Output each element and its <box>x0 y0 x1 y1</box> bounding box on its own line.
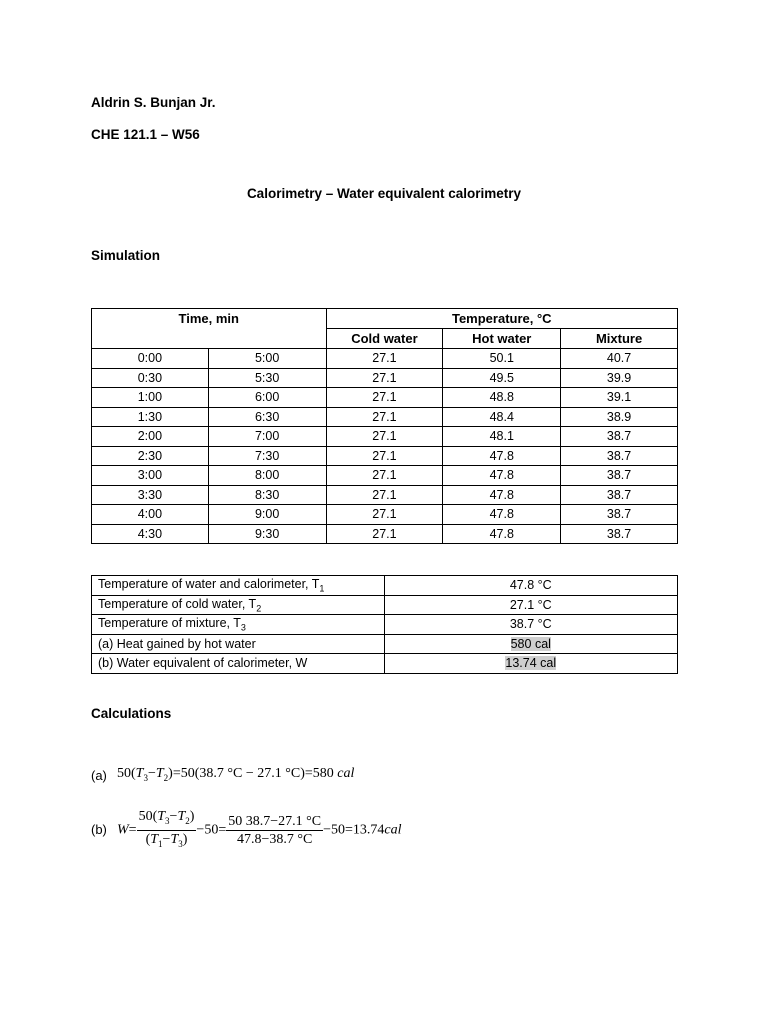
table-cell-t2: 6:00 <box>208 388 326 408</box>
table-cell-t1: 1:30 <box>92 407 209 427</box>
table-row <box>92 654 678 674</box>
table-cell-cold: 27.1 <box>326 524 443 544</box>
section-simulation: Simulation <box>91 248 161 263</box>
table-cell-t1: 4:30 <box>92 524 209 544</box>
table-cell-t2: 5:00 <box>208 349 326 369</box>
table-cell-hot: 49.5 <box>443 368 561 388</box>
table-cell-hot: 48.8 <box>443 388 561 408</box>
table-cell-mix: 38.9 <box>561 407 678 427</box>
table-row <box>92 368 678 388</box>
equation-b: W= $\frac{50(T_3-T_2)}{(T_1-T_3)}$ −50= $\frac{50 38.7-27.1 ^\circ C}{47.8-38.7 ^\circ C}$ −50=13.74cal <box>117 809 402 849</box>
table-cell-t1: 4:00 <box>92 505 209 525</box>
table-cell-mix: 38.7 <box>561 427 678 447</box>
table-row <box>92 634 678 654</box>
header-time: Time, min <box>92 309 327 349</box>
table-row <box>92 576 678 596</box>
table-cell-mix: 39.9 <box>561 368 678 388</box>
table-cell-hot: 47.8 <box>443 466 561 486</box>
table-cell-mix: 38.7 <box>561 446 678 466</box>
table-cell-t2: 9:30 <box>208 524 326 544</box>
result-label: (b) Water equivalent of calorimeter, W <box>92 654 385 674</box>
table-cell-cold: 27.1 <box>326 466 443 486</box>
result-label: (a) Heat gained by hot water <box>92 634 385 654</box>
results-table <box>91 575 678 674</box>
table-cell-mix: 38.7 <box>561 505 678 525</box>
table-cell-t1: 3:00 <box>92 466 209 486</box>
result-value: 27.1 °C <box>384 595 677 615</box>
table-cell-t2: 5:30 <box>208 368 326 388</box>
table-cell-mix: 38.7 <box>561 485 678 505</box>
table-cell-t2: 9:00 <box>208 505 326 525</box>
course-code: CHE 121.1 – W56 <box>91 127 200 142</box>
table-cell-cold: 27.1 <box>326 388 443 408</box>
result-value: 47.8 °C <box>384 576 677 596</box>
table-cell-t2: 8:00 <box>208 466 326 486</box>
table-cell-hot: 48.1 <box>443 427 561 447</box>
header-hot-water: Hot water <box>443 329 561 349</box>
table-cell-cold: 27.1 <box>326 427 443 447</box>
table-row <box>92 349 678 369</box>
result-value: 38.7 °C <box>384 615 677 635</box>
document-title: Calorimetry – Water equivalent calorimetry <box>246 186 522 201</box>
table-cell-mix: 38.7 <box>561 524 678 544</box>
table-cell-t1: 0:00 <box>92 349 209 369</box>
table-cell-hot: 47.8 <box>443 446 561 466</box>
table-row <box>92 427 678 447</box>
header-cold-water: Cold water <box>326 329 443 349</box>
table-cell-hot: 48.4 <box>443 407 561 427</box>
table-cell-hot: 50.1 <box>443 349 561 369</box>
table-cell-cold: 27.1 <box>326 446 443 466</box>
table-cell-cold: 27.1 <box>326 349 443 369</box>
equation-a: $50(T_3-T_2)=50(38.7$ °C − 27.1 °C)=580 cal <box>117 766 355 783</box>
table-cell-t1: 1:00 <box>92 388 209 408</box>
table-cell-cold: 27.1 <box>326 505 443 525</box>
result-value: 580 cal <box>384 634 677 654</box>
table-cell-t2: 7:30 <box>208 446 326 466</box>
result-value: 13.74 cal <box>384 654 677 674</box>
table-cell-cold: 27.1 <box>326 485 443 505</box>
table-cell-hot: 47.8 <box>443 485 561 505</box>
table-cell-mix: 39.1 <box>561 388 678 408</box>
table-cell-mix: 38.7 <box>561 466 678 486</box>
table-cell-cold: 27.1 <box>326 407 443 427</box>
table-row <box>92 485 678 505</box>
table-row <box>92 505 678 525</box>
table-cell-t1: 0:30 <box>92 368 209 388</box>
result-label: Temperature of water and calorimeter, $T_1$ <box>92 576 385 596</box>
result-label: Temperature of mixture, $T_3$ <box>92 615 385 635</box>
author-name: Aldrin S. Bunjan Jr. <box>91 95 216 110</box>
result-label: Temperature of cold water, $T_2$ <box>92 595 385 615</box>
table-row <box>92 466 678 486</box>
table-cell-cold: 27.1 <box>326 368 443 388</box>
section-calculations: Calculations <box>91 706 172 721</box>
calc-b-label: (b) <box>91 822 107 837</box>
table-cell-t1: 3:30 <box>92 485 209 505</box>
table-cell-t1: 2:30 <box>92 446 209 466</box>
table-cell-t2: 7:00 <box>208 427 326 447</box>
table-row <box>92 595 678 615</box>
table-row <box>92 446 678 466</box>
table-row <box>92 407 678 427</box>
header-temperature: Temperature, °C <box>326 309 677 329</box>
header-mixture: Mixture <box>561 329 678 349</box>
table-cell-t2: 6:30 <box>208 407 326 427</box>
table-row <box>92 615 678 635</box>
calc-a-label: (a) <box>91 768 107 783</box>
table-cell-hot: 47.8 <box>443 505 561 525</box>
table-cell-hot: 47.8 <box>443 524 561 544</box>
table-row <box>92 388 678 408</box>
temperature-data-table <box>91 308 678 544</box>
table-cell-t2: 8:30 <box>208 485 326 505</box>
table-cell-t1: 2:00 <box>92 427 209 447</box>
table-cell-mix: 40.7 <box>561 349 678 369</box>
table-row <box>92 524 678 544</box>
